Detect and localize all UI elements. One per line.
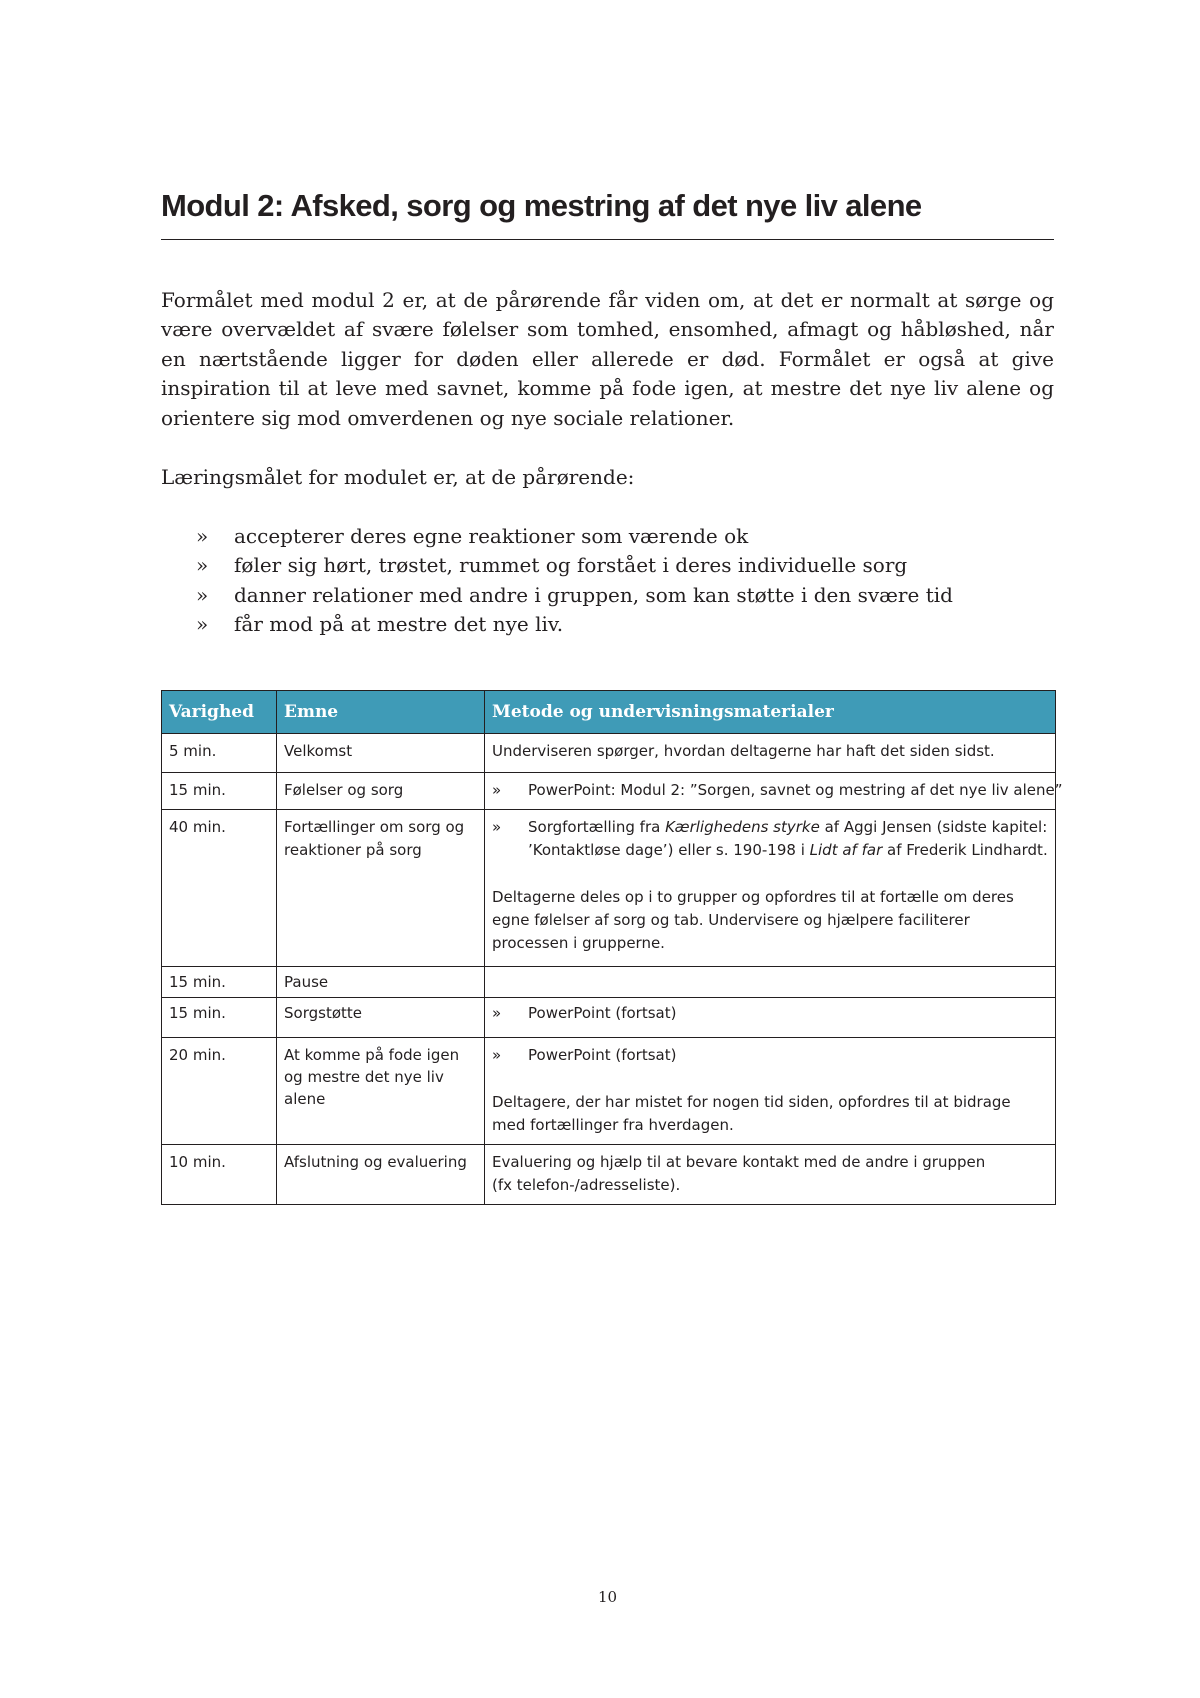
header-topic: Emne <box>277 691 485 734</box>
list-item <box>161 610 953 639</box>
method-cell <box>485 967 1056 998</box>
list-item <box>161 551 953 580</box>
bullet-text: Sorgfortælling fra <box>528 818 666 836</box>
schedule-table <box>161 690 1063 1205</box>
goal-text: danner relationer med andre i gruppen, som kan støtte i den svære tid <box>234 582 953 607</box>
method-cell <box>485 773 1063 810</box>
method-bullet <box>492 816 1048 862</box>
topic-cell: Fortællinger om sorg og reaktioner på sorg <box>277 810 485 967</box>
method-cell <box>485 998 1056 1038</box>
duration-cell: 15 min. <box>162 998 277 1038</box>
bullet-mark: » <box>492 818 502 836</box>
topic-cell: At komme på fode igen og mestre det nye liv alene <box>277 1038 485 1145</box>
method-bullet-text: PowerPoint (fortsat) <box>528 1046 677 1064</box>
goal-text: føler sig hørt, trøstet, rummet og forstået i deres individuelle sorg <box>234 553 908 578</box>
bullet-mark: » <box>196 612 209 637</box>
topic-cell: Afslutning og evaluering <box>277 1145 485 1205</box>
bullet-mark: » <box>492 1046 502 1064</box>
table-row <box>162 967 1056 998</box>
method-bullet <box>492 1044 1048 1067</box>
goal-text: får mod på at mestre det nye liv. <box>234 612 564 637</box>
table-row <box>162 1038 1056 1145</box>
method-cell: Underviseren spørger, hvordan deltagerne har haft det siden sidst. <box>485 734 1056 773</box>
duration-cell: 10 min. <box>162 1145 277 1205</box>
bullet-text: af Aggi Jensen (sidste kapitel: ’Kontaktløse dage’) eller s. 190-198 i <box>528 818 1048 859</box>
bullet-mark: » <box>196 582 209 607</box>
method-cell <box>485 810 1056 967</box>
goals-lead: Læringsmålet for modulet er, at de pårørende: <box>161 465 635 489</box>
bullet-mark: » <box>196 553 209 578</box>
duration-cell: 15 min. <box>162 967 277 998</box>
page-title: Modul 2: Afsked, sorg og mestring af det nye liv alene <box>161 188 922 223</box>
duration-cell: 5 min. <box>162 734 277 773</box>
bullet-mark: » <box>492 1004 502 1022</box>
method-cell <box>485 1038 1056 1145</box>
goal-text: accepterer deres egne reaktioner som værende ok <box>234 524 749 548</box>
bullet-mark: » <box>492 781 502 799</box>
book-title: Kærlighedens styrke <box>665 818 820 836</box>
title-divider <box>161 239 1054 240</box>
table-header-row <box>162 691 1056 734</box>
method-bullet <box>492 1002 1048 1025</box>
list-item <box>161 581 953 610</box>
method-bullet-text: PowerPoint: Modul 2: ”Sorgen, savnet og mestring af det nye liv alene” <box>528 781 1063 799</box>
list-item <box>161 522 953 551</box>
goals-list <box>161 522 953 640</box>
method-cell <box>485 1145 1056 1205</box>
table-row <box>162 810 1056 967</box>
table-row <box>162 1145 1056 1205</box>
bullet-text: af Frederik Lindhardt. <box>882 841 1048 859</box>
method-bullet <box>492 779 1063 802</box>
topic-cell: Pause <box>277 967 485 998</box>
method-paragraph: Deltagere, der har mistet for nogen tid siden, opfordres til at bidrage med fortællinger fra hverdagen. <box>492 1093 1011 1134</box>
table-row <box>162 998 1056 1038</box>
table-row <box>162 734 1056 773</box>
bullet-mark: » <box>196 524 209 548</box>
topic-cell: Velkomst <box>277 734 485 773</box>
method-paragraph: Deltagerne deles op i to grupper og opfordres til at fortælle om deres egne følelser af sorg og tab. Undervisere og hjælpere faciliterer processen i grupperne. <box>492 888 1014 952</box>
header-duration: Varighed <box>162 691 277 734</box>
duration-cell: 40 min. <box>162 810 277 967</box>
duration-cell: 15 min. <box>162 773 277 810</box>
header-method: Metode og undervisningsmaterialer <box>485 691 1056 734</box>
method-line: Evaluering og hjælp til at bevare kontakt med de andre i gruppen <box>492 1153 986 1171</box>
topic-cell: Følelser og sorg <box>277 773 485 810</box>
duration-cell: 20 min. <box>162 1038 277 1145</box>
table-row <box>162 773 1056 810</box>
method-line: (fx telefon-/adresseliste). <box>492 1176 681 1194</box>
book-title: Lidt af far <box>809 841 883 859</box>
page-number: 10 <box>597 1588 618 1606</box>
intro-paragraph: Formålet med modul 2 er, at de pårørende får viden om, at det er normalt at sørge og være overvældet af svære følelser som tomhed, ensomhed, afmagt og håbløshed, når en nærtstående ligger for døden eller allerede er død. Formålet er også at give inspiration til at leve med savnet, komme på fode igen, at mestre det nye liv alene og orientere sig mod omverdenen og nye sociale relationer. <box>161 288 1054 430</box>
method-bullet-text: PowerPoint (fortsat) <box>528 1004 677 1022</box>
topic-cell: Sorgstøtte <box>277 998 485 1038</box>
